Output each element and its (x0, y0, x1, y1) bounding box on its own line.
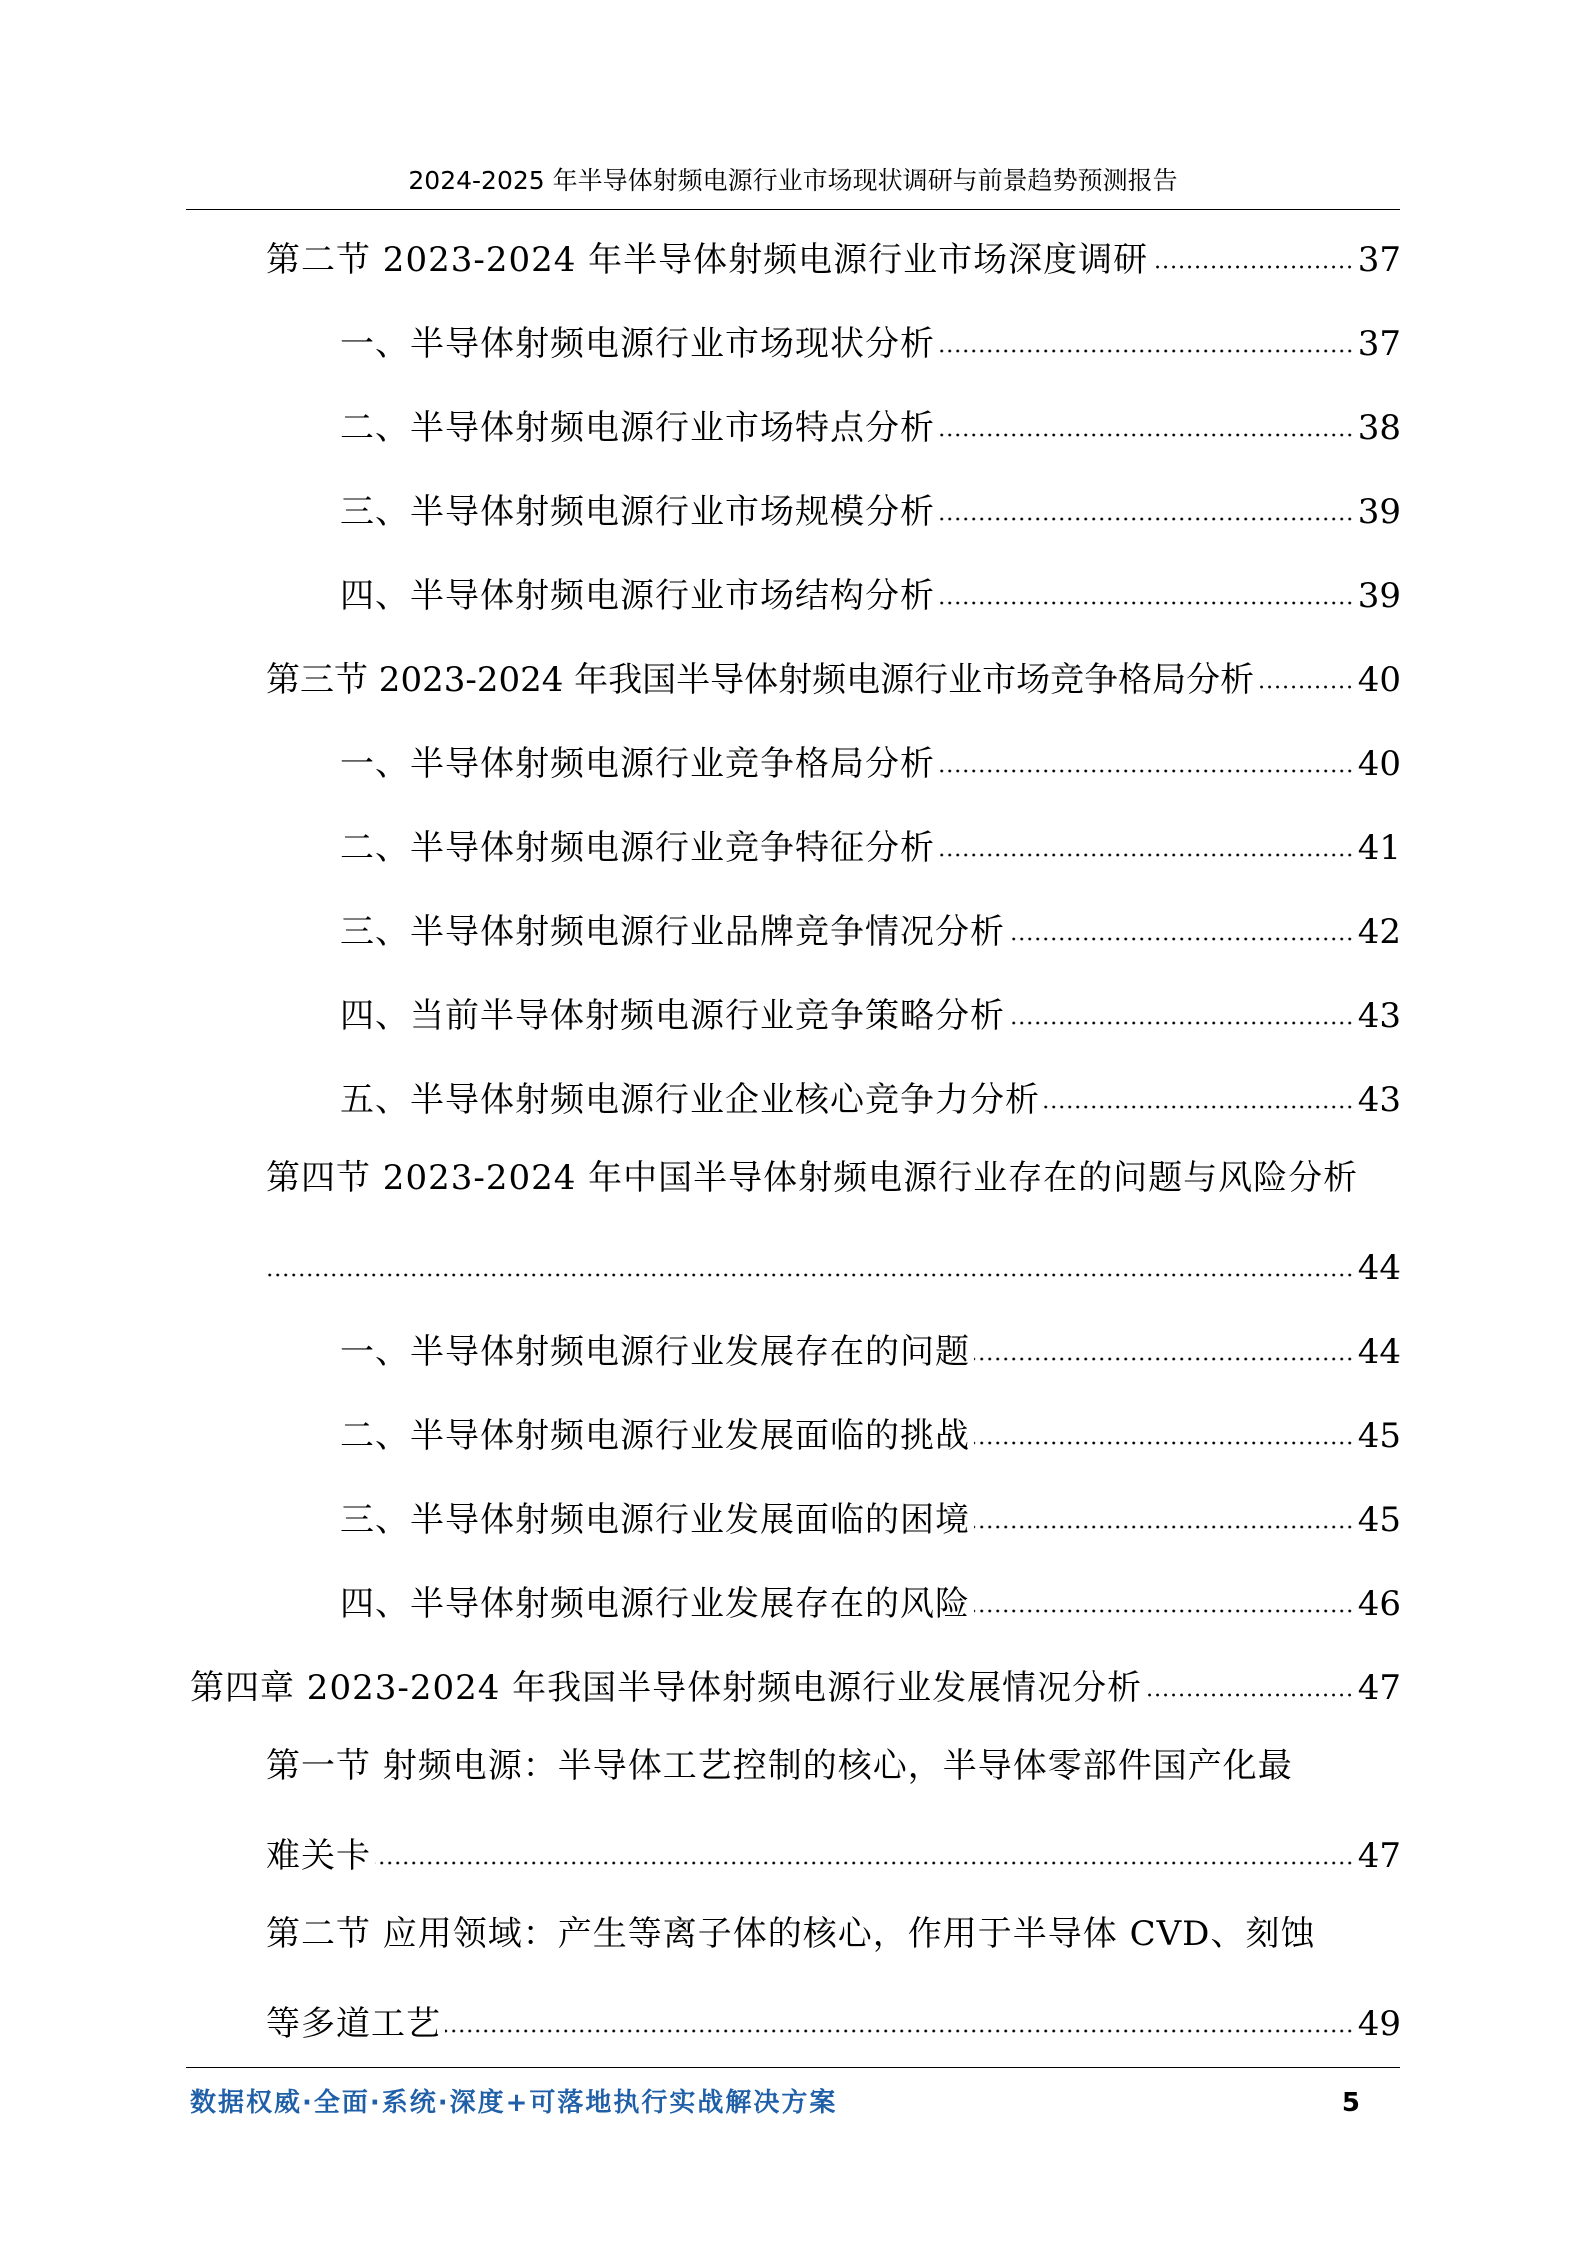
toc-entry[interactable] (340, 1408, 1401, 1458)
report-title: 2024-2025 年半导体射频电源行业市场现状调研与前景趋势预测报告 (408, 166, 1178, 195)
toc-leader-dots (939, 767, 1354, 775)
toc-page-number: 40 (1357, 744, 1401, 784)
toc-page-number: 41 (1357, 828, 1401, 868)
toc-entry-text: 一、半导体射频电源行业竞争格局分析 (340, 744, 935, 784)
toc-entry-text: 三、半导体射频电源行业发展面临的困境 (340, 1500, 970, 1540)
toc-leader-dots (1146, 1691, 1354, 1699)
toc-leader-dots (375, 1859, 1354, 1867)
toc-page-number: 37 (1357, 240, 1401, 280)
toc-page-number: 45 (1357, 1416, 1401, 1456)
toc-entry[interactable] (340, 1072, 1401, 1122)
toc-page-number: 43 (1357, 996, 1401, 1036)
toc-page-number: 46 (1357, 1584, 1401, 1624)
toc-leader-dots (974, 1523, 1354, 1531)
toc-leader-dots (939, 515, 1354, 523)
toc-entry[interactable] (340, 820, 1401, 870)
toc-page-number: 44 (1357, 1332, 1401, 1372)
toc-entry[interactable] (266, 232, 1401, 282)
toc-entry-text-continued: 难关卡 (266, 1836, 371, 1876)
toc-leader-dots (1009, 935, 1354, 943)
toc-leader-dots (1152, 263, 1354, 271)
toc-entry[interactable] (340, 316, 1401, 366)
toc-leader-dots (939, 851, 1354, 859)
toc-page-number: 47 (1357, 1668, 1401, 1708)
footer-divider (186, 2067, 1400, 2068)
toc-page-number: 44 (1357, 1248, 1401, 1288)
toc-entry[interactable] (340, 568, 1401, 618)
toc-entry-text: 四、半导体射频电源行业市场结构分析 (340, 576, 935, 616)
toc-entry-text: 第三节 2023-2024 年我国半导体射频电源行业市场竞争格局分析 (266, 660, 1255, 700)
toc-entry[interactable] (340, 904, 1401, 954)
toc-entry-continuation[interactable] (266, 1996, 1401, 2046)
toc-page-number: 40 (1357, 660, 1401, 700)
toc-entry-text: 一、半导体射频电源行业发展存在的问题 (340, 1332, 970, 1372)
toc-entry[interactable] (340, 988, 1401, 1038)
toc-entry-text-continued: 等多道工艺 (266, 2004, 441, 2044)
toc-entry[interactable] (340, 484, 1401, 534)
toc-entry-chapter[interactable] (190, 1660, 1401, 1710)
toc-entry-continuation[interactable] (266, 1240, 1401, 1290)
toc-entry-text: 三、半导体射频电源行业品牌竞争情况分析 (340, 912, 1005, 952)
toc-entry-text[interactable]: 第一节 射频电源：半导体工艺控制的核心，半导体零部件国产化最 (266, 1746, 1293, 1786)
header-divider (186, 209, 1400, 210)
toc-page-number: 43 (1357, 1080, 1401, 1120)
toc-entry[interactable] (340, 1324, 1401, 1374)
toc-leader-dots (974, 1355, 1354, 1363)
toc-leader-dots (939, 347, 1354, 355)
toc-entry-continuation[interactable] (266, 1828, 1401, 1878)
toc-entry-text: 四、当前半导体射频电源行业竞争策略分析 (340, 996, 1005, 1036)
toc-entry[interactable] (266, 652, 1401, 702)
toc-page-number: 37 (1357, 324, 1401, 364)
toc-page-number: 39 (1357, 492, 1401, 532)
toc-entry-text: 一、半导体射频电源行业市场现状分析 (340, 324, 935, 364)
toc-leader-dots (974, 1607, 1354, 1615)
toc-entry[interactable] (340, 400, 1401, 450)
toc-entry[interactable] (340, 1576, 1401, 1626)
toc-leader-dots (1009, 1019, 1354, 1027)
toc-entry-text: 二、半导体射频电源行业竞争特征分析 (340, 828, 935, 868)
toc-leader-dots (1258, 683, 1354, 691)
toc-entry-text: 二、半导体射频电源行业发展面临的挑战 (340, 1416, 970, 1456)
toc-page-number: 38 (1357, 408, 1401, 448)
footer-slogan: 数据权威·全面·系统·深度+可落地执行实战解决方案 (190, 2088, 838, 2118)
page-number: 5 (1341, 2088, 1360, 2118)
toc-leader-dots (445, 2027, 1354, 2035)
toc-page-number: 49 (1357, 2004, 1401, 2044)
toc-leader-dots (974, 1439, 1354, 1447)
toc-entry[interactable] (340, 736, 1401, 786)
toc-entry-text: 第二节 2023-2024 年半导体射频电源行业市场深度调研 (266, 240, 1149, 280)
toc-page-number: 45 (1357, 1500, 1401, 1540)
toc-page-number: 42 (1357, 912, 1401, 952)
toc-entry-text: 二、半导体射频电源行业市场特点分析 (340, 408, 935, 448)
toc-leader-dots (939, 431, 1354, 439)
toc-entry-text: 第四章 2023-2024 年我国半导体射频电源行业发展情况分析 (190, 1668, 1143, 1708)
toc-leader-dots (266, 1271, 1354, 1279)
toc-entry-text: 三、半导体射频电源行业市场规模分析 (340, 492, 935, 532)
toc-page-number: 47 (1357, 1836, 1401, 1876)
toc-entry-text[interactable]: 第二节 应用领域：产生等离子体的核心，作用于半导体 CVD、刻蚀 (266, 1914, 1316, 1954)
toc-entry[interactable] (340, 1492, 1401, 1542)
toc-entry-text: 五、半导体射频电源行业企业核心竞争力分析 (340, 1080, 1040, 1120)
toc-leader-dots (939, 599, 1354, 607)
toc-page-number: 39 (1357, 576, 1401, 616)
toc-entry-text[interactable]: 第四节 2023-2024 年中国半导体射频电源行业存在的问题与风险分析 (266, 1158, 1359, 1198)
toc-entry-text: 四、半导体射频电源行业发展存在的风险 (340, 1584, 970, 1624)
toc-leader-dots (1044, 1103, 1354, 1111)
